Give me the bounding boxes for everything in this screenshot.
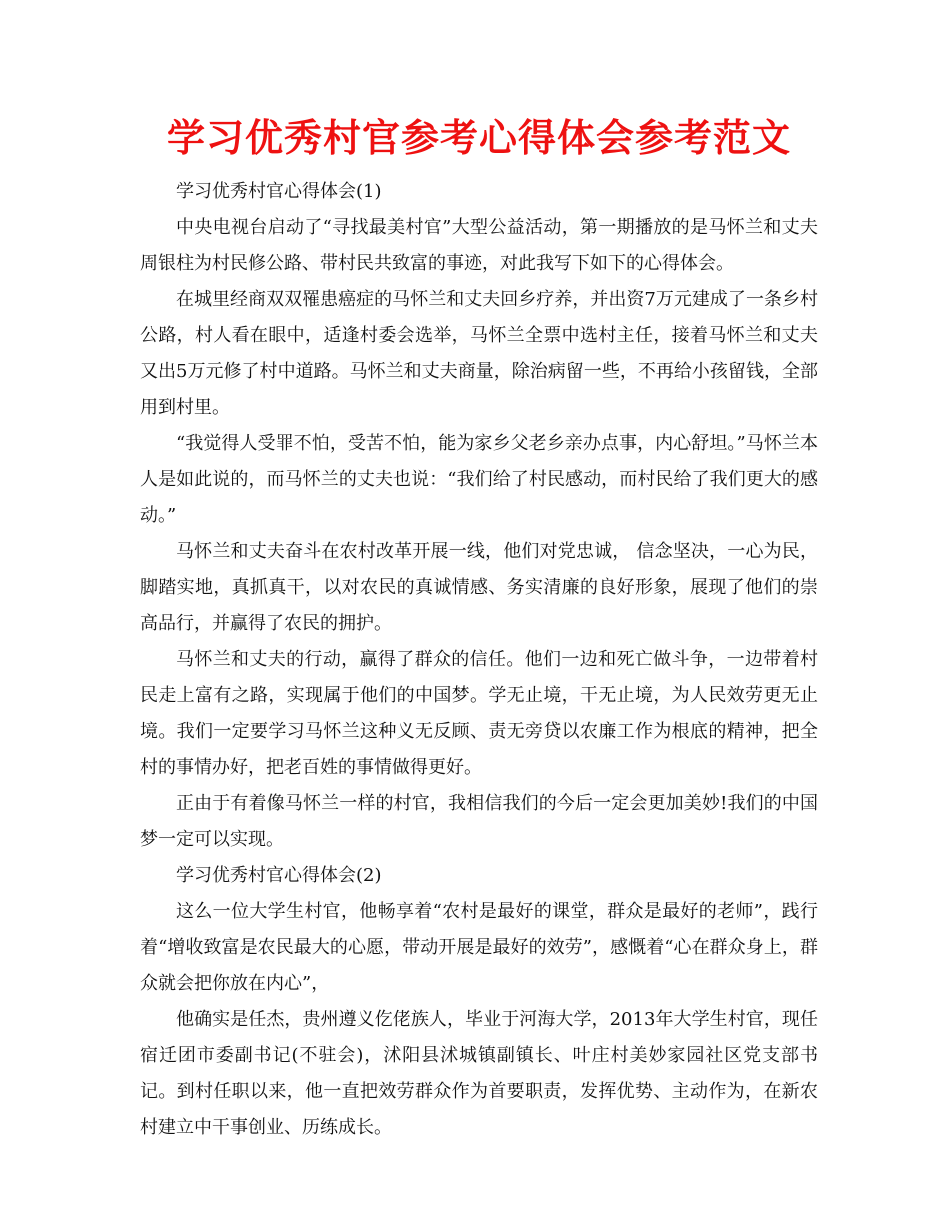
paragraph: 在城里经商双双罹患癌症的马怀兰和丈夫回乡疗养，并出资7万元建成了一条乡村公路，村人看在眼中，适逢村委会选举，马怀兰全票中选村主任，接着马怀兰和丈夫又出5万元修了村中道路。马怀兰和丈夫商量，除治病留一些，不再给小孩留钱，全部用到村里。	[140, 289, 818, 418]
document-body	[140, 174, 818, 1146]
section-heading-1: 学习优秀村官心得体会(1)	[176, 181, 382, 202]
paragraph: 这么一位大学生村官，他畅享着“农村是最好的课堂，群众是最好的老师”，践行着“增收致富是农民最大的心愿，带动开展是最好的效劳”，感慨着“心在群众身上，群众就会把你放在内心”，	[140, 901, 818, 994]
paragraph: 马怀兰和丈夫的行动，赢得了群众的信任。他们一边和死亡做斗争，一边带着村民走上富有之路，实现属于他们的中国梦。学无止境，干无止境，为人民效劳更无止境。我们一定要学习马怀兰这种义无反顾、责无旁贷以农廉工作为根底的精神，把全村的事情办好，把老百姓的事情做得更好。	[140, 649, 818, 778]
section-heading-2: 学习优秀村官心得体会(2)	[176, 865, 382, 886]
paragraph: “我觉得人受罪不怕，受苦不怕，能为家乡父老乡亲办点事，内心舒坦。”马怀兰本人是如此说的，而马怀兰的丈夫也说：“我们给了村民感动，而村民给了我们更大的感动。”	[140, 433, 818, 526]
paragraph: 正由于有着像马怀兰一样的村官，我相信我们的今后一定会更加美妙!我们的中国梦一定可以实现。	[140, 793, 818, 850]
paragraph: 马怀兰和丈夫奋斗在农村改革开展一线，他们对党忠诚， 信念坚决，一心为民，脚踏实地，真抓真干，以对农民的真诚情感、务实清廉的良好形象，展现了他们的崇高品行，并赢得了农民的拥护。	[140, 541, 818, 634]
paragraph: 中央电视台启动了“寻找最美村官”大型公益活动，第一期播放的是马怀兰和丈夫周银柱为村民修公路、带村民共致富的事迹，对此我写下如下的心得体会。	[140, 217, 818, 274]
paragraph: 他确实是任杰，贵州遵义仡佬族人，毕业于河海大学，2013年大学生村官，现任宿迁团市委副书记(不驻会)，沭阳县沭城镇副镇长、叶庄村美妙家园社区党支部书记。到村任职以来，他一直把效劳群众作为首要职责，发挥优势、主动作为，在新农村建立中干事创业、历练成长。	[140, 1009, 818, 1138]
document-title: 学习优秀村官参考心得体会参考范文	[166, 116, 791, 160]
